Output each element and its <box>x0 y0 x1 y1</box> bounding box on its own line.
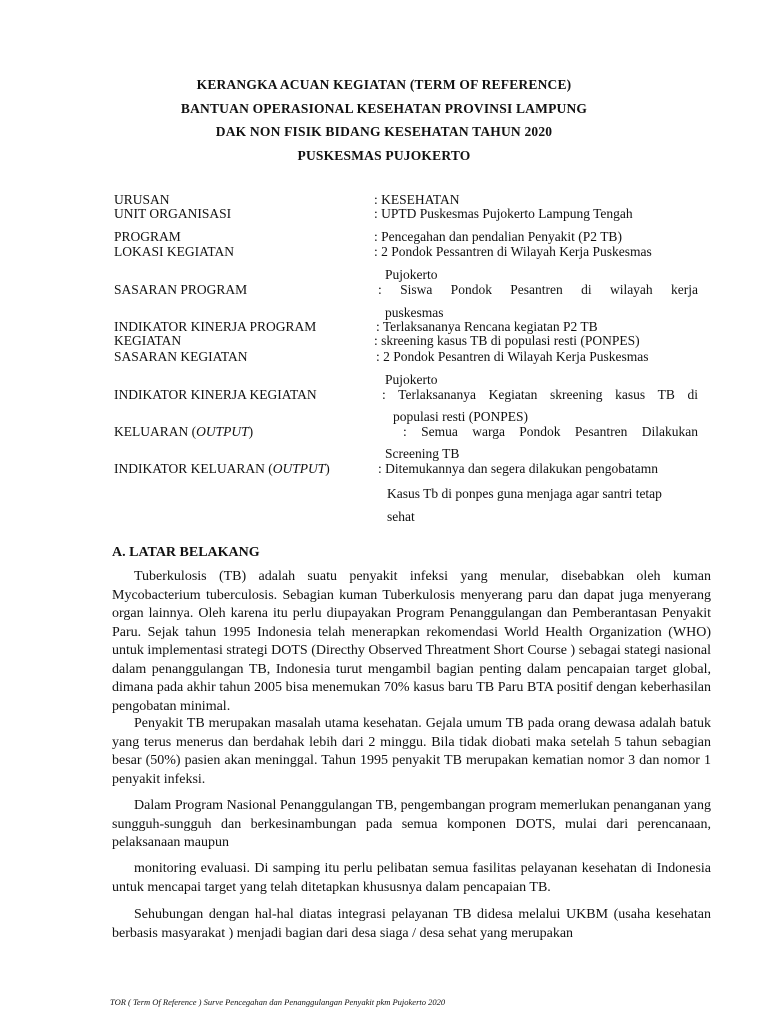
keluaran-label-post: ) <box>248 424 254 439</box>
field-label-sasaran-kegiatan: SASARAN KEGIATAN <box>114 349 248 364</box>
field-value-indikator-kegiatan-cont: populasi resti (PONPES) <box>393 409 528 424</box>
field-value-indikator-keluaran-cont1: Kasus Tb di ponpes guna menjaga agar santri tetap <box>387 486 662 501</box>
indikator-keluaran-label-em: OUTPUT <box>272 461 326 476</box>
paragraph-4: monitoring evaluasi. Di samping itu perlu pelibatan semua fasilitas pelayanan kesehatan di Indonesia untuk mencapai target yang telah ditetapkan khususnya dalam pencapaian TB. <box>112 861 711 895</box>
field-value-kegiatan: : skreening kasus TB di populasi resti (PONPES) <box>374 333 640 348</box>
paragraph-2: Penyakit TB merupakan masalah utama kesehatan. Gejala umum TB pada orang dewasa adalah batuk yang terus menerus dan berdahak lebih dari 2 minggu. Bila tidak diobati maka setelah 5 tahun sebagian besar (50%) pasien akan meninggal. Tahun 1995 penyakit TB merupakan kematian nomor 3 dan nomor 1 penyakit infeksi. <box>112 716 711 787</box>
field-label-keluaran <box>114 424 253 440</box>
field-label-urusan: URUSAN <box>114 192 170 207</box>
field-value-sasaran-kegiatan-cont: Pujokerto <box>385 372 438 387</box>
field-label-sasaran-program: SASARAN PROGRAM <box>114 282 248 297</box>
paragraph-3: Dalam Program Nasional Penanggulangan TB, pengembangan program memerlukan penanganan yang sungguh-sungguh dan berkesinambungan pada semua komponen DOTS, mulai dari perencanaan, pelaksanaan maupun <box>112 798 711 850</box>
field-value-indikator-keluaran: : Ditemukannya dan segera dilakukan pengobatamn <box>378 461 659 476</box>
field-value-sasaran-kegiatan: : 2 Pondok Pesantren di Wilayah Kerja Puskesmas <box>376 349 649 364</box>
field-label-indikator-program: INDIKATOR KINERJA PROGRAM <box>114 319 317 334</box>
doc-title-1: KERANGKA ACUAN KEGIATAN (TERM OF REFERENCE) <box>196 77 572 92</box>
field-value-lokasi: : 2 Pondok Pessantren di Wilayah Kerja Puskesmas <box>374 244 652 259</box>
field-label-program: PROGRAM <box>114 229 181 244</box>
field-value-indikator-program: : Terlaksananya Rencana kegiatan P2 TB <box>376 319 598 334</box>
keluaran-label-em: OUTPUT <box>196 424 249 439</box>
field-value-unit: : UPTD Puskesmas Pujokerto Lampung Tengah <box>374 206 633 221</box>
paragraph-1: Tuberkulosis (TB) adalah suatu penyakit infeksi yang menular, disebabkan oleh kuman Mycobacterium tuberculosis. Sebagian kuman Tuberkulosis menyerang paru dan dapat juga menyerang organ lainnya. Oleh karena itu perlu diupayakan Program Penanggulangan dan Pemberantasan Penyakit Paru. Sejak tahun 1995 Indonesia telah menerapkan rekomendasi World Health Organization (WHO) untuk implementasi strategi DOTS (Directhy Observed Threatment Short Course ) sebagai stategi nasional dalam penanggulangan TB, Indonesia turut mengambil bagian penting dalam pencapaian target global, dimana pada akhir tahun 2005 bisa menemukan 70% kasus baru TB Paru BTA positif dengan keberhasilan pengobatan minimal. <box>112 569 711 714</box>
doc-title-4: PUSKESMAS PUJOKERTO <box>297 148 471 163</box>
field-value-indikator-kegiatan: : Terlaksananya Kegiatan skreening kasus TB di <box>382 387 698 402</box>
field-label-unit: UNIT ORGANISASI <box>114 206 232 221</box>
section-heading-latar-belakang: A. LATAR BELAKANG <box>112 545 260 560</box>
field-value-urusan: : KESEHATAN <box>374 192 460 207</box>
field-label-kegiatan: KEGIATAN <box>114 333 182 348</box>
indikator-keluaran-label-pre: INDIKATOR KELUARAN ( <box>114 461 273 476</box>
keluaran-label-pre: KELUARAN ( <box>114 424 197 439</box>
field-value-program: : Pencegahan dan pendalian Penyakit (P2 TB) <box>374 229 622 244</box>
paragraph-5: Sehubungan dengan hal-hal diatas integrasi pelayanan TB didesa melalui UKBM (usaha kesehatan berbasis masyarakat ) menjadi bagian dari desa siaga / desa sehat yang merupakan <box>112 907 711 941</box>
field-label-indikator-keluaran <box>114 461 330 477</box>
doc-title-2: BANTUAN OPERASIONAL KESEHATAN PROVINSI LAMPUNG <box>180 101 588 116</box>
field-value-sasaran-program: : Siswa Pondok Pesantren di wilayah kerja <box>378 282 698 297</box>
field-label-indikator-kegiatan: INDIKATOR KINERJA KEGIATAN <box>114 387 317 402</box>
field-value-keluaran-cont: Screening TB <box>385 446 460 461</box>
field-value-keluaran: : Semua warga Pondok Pesantren Dilakukan <box>403 424 698 439</box>
doc-title-3: DAK NON FISIK BIDANG KESEHATAN TAHUN 2020 <box>215 124 553 139</box>
field-value-lokasi-cont: Pujokerto <box>385 267 438 282</box>
page-footer: TOR ( Term Of Reference ) Surve Pencegahan dan Penanggulangan Penyakit pkm Pujokerto 2020 <box>110 997 446 1007</box>
indikator-keluaran-label-post: ) <box>325 461 330 476</box>
field-value-indikator-keluaran-cont2: sehat <box>387 509 415 524</box>
field-label-lokasi: LOKASI KEGIATAN <box>114 244 235 259</box>
field-value-sasaran-program-cont: puskesmas <box>385 305 444 320</box>
